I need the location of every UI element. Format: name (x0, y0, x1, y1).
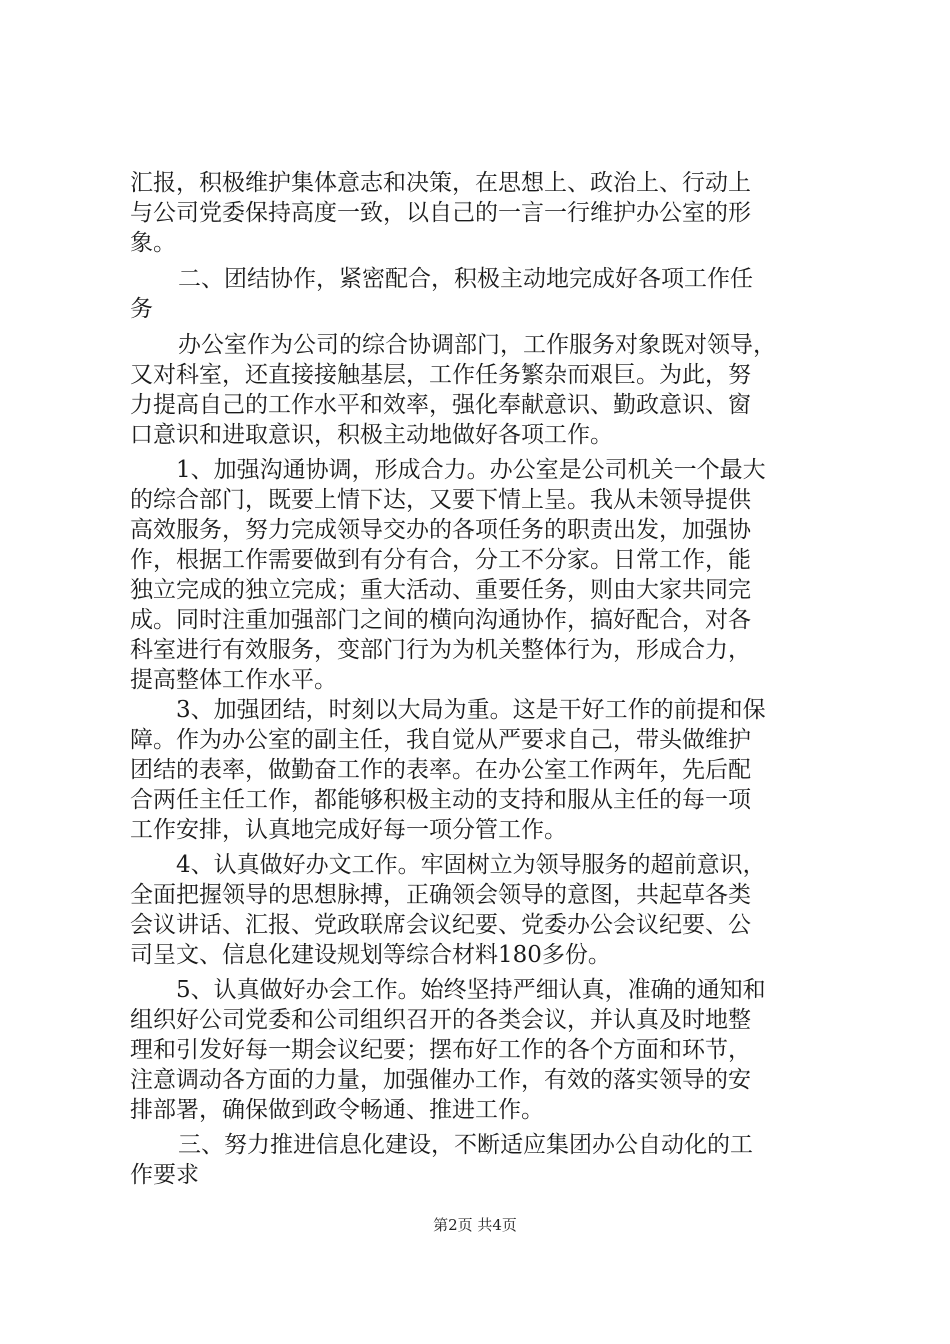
text-line: 1、加强沟通协调，形成合力。办公室是公司机关一个最大 (176, 457, 766, 483)
text-line: 理和引发好每一期会议纪要；摆布好工作的各个方面和环节， (130, 1037, 751, 1063)
text-line: 排部署，确保做到政令畅通、推进工作。 (130, 1097, 544, 1123)
page-footer: 第2页 共4页 (433, 1216, 517, 1234)
text-line: 合两任主任工作，都能够积极主动的支持和服从主任的每一项 (130, 787, 751, 813)
text-line: 障。作为办公室的副主任，我自觉从严要求自己，带头做维护 (130, 727, 751, 753)
text-line: 全面把握领导的思想脉搏，正确领会领导的意图，共起草各类 (130, 882, 751, 908)
text-line: 高效服务，努力完成领导交办的各项任务的职责出发，加强协 (130, 517, 751, 543)
text-line: 力提高自己的工作水平和效率，强化奉献意识、勤政意识、窗 (130, 392, 751, 418)
text-line: 团结的表率，做勤奋工作的表率。在办公室工作两年，先后配 (130, 757, 751, 783)
text-line: 口意识和进取意识，积极主动地做好各项工作。 (130, 422, 613, 448)
text-line: 4、认真做好办文工作。牢固树立为领导服务的超前意识， (176, 852, 766, 878)
text-line: 3、加强团结，时刻以大局为重。这是干好工作的前提和保 (176, 697, 766, 723)
text-line: 汇报，积极维护集体意志和决策，在思想上、政治上、行动上 (130, 170, 751, 196)
text-line: 的综合部门，既要上情下达，又要下情上呈。我从未领导提供 (130, 487, 751, 513)
text-line: 与公司党委保持高度一致，以自己的一言一行维护办公室的形 (130, 200, 751, 226)
text-line: 办公室作为公司的综合协调部门，工作服务对象既对领导， (178, 332, 776, 358)
text-line: 会议讲话、汇报、党政联席会议纪要、党委办公会议纪要、公 (130, 912, 751, 938)
text-line: 独立完成的独立完成；重大活动、重要任务，则由大家共同完 (130, 577, 751, 603)
text-line: 5、认真做好办会工作。始终坚持严细认真，准确的通知和 (176, 977, 766, 1003)
text-line: 注意调动各方面的力量，加强催办工作，有效的落实领导的安 (130, 1067, 751, 1093)
text-line: 作，根据工作需要做到有分有合，分工不分家。日常工作，能 (130, 547, 751, 573)
text-line: 成。同时注重加强部门之间的横向沟通协作，搞好配合，对各 (130, 607, 751, 633)
text-line: 又对科室，还直接接触基层，工作任务繁杂而艰巨。为此，努 (130, 362, 751, 388)
text-line: 象。 (130, 230, 176, 256)
section-heading: 三、努力推进信息化建设，不断适应集团办公自动化的工 (178, 1132, 753, 1158)
section-heading: 二、团结协作，紧密配合，积极主动地完成好各项工作任 (178, 266, 753, 292)
section-heading: 务 (130, 296, 153, 322)
text-line: 提高整体工作水平。 (130, 667, 337, 693)
text-line: 组织好公司党委和公司组织召开的各类会议，并认真及时地整 (130, 1007, 751, 1033)
text-line: 科室进行有效服务，变部门行为为机关整体行为，形成合力， (130, 637, 751, 663)
section-heading: 作要求 (130, 1162, 199, 1188)
text-line: 工作安排，认真地完成好每一项分管工作。 (130, 817, 567, 843)
text-line: 司呈文、信息化建设规划等综合材料180多份。 (130, 942, 611, 968)
